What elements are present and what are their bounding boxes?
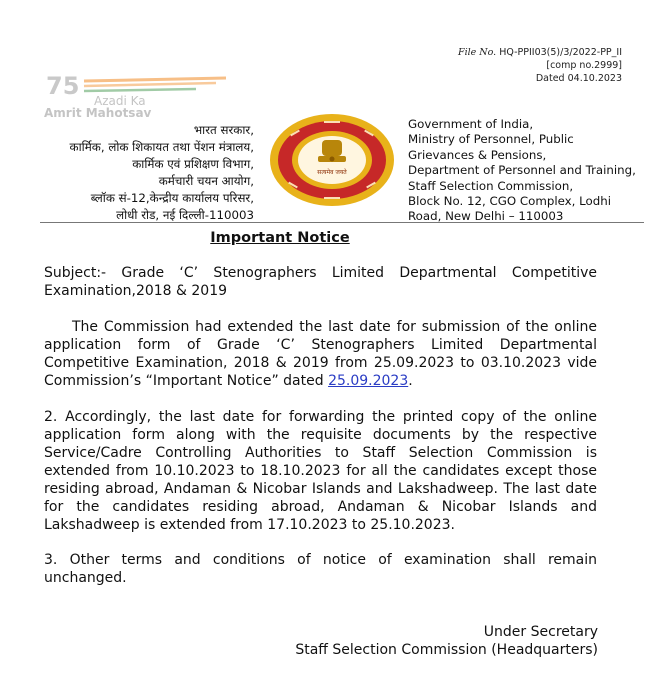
signature-block [295, 623, 598, 659]
logo-line1: Azadi Ka [94, 94, 146, 108]
hindi-line: कार्मिक एवं प्रशिक्षण विभाग, [132, 157, 254, 171]
hindi-line: ब्लॉक सं-12,केन्द्रीय कार्यालय परिसर, [90, 191, 254, 205]
signatory-designation: Under Secretary [483, 624, 598, 640]
hindi-line: लोधी रोड, नई दिल्ली-110003 [116, 208, 254, 222]
comp-number: [comp no.2999] [546, 60, 622, 71]
logo-flag-stripes [84, 78, 226, 91]
hindi-address [70, 122, 254, 224]
paragraph-2: 2. Accordingly, the last date for forwarding the printed copy of the online application form along with the requisite documents by the respective Service/Cadre Controlling Authorities to Staff Selection Commission is extended from 10.10.2023 to 18.10.2023 for all the candidates except those residing abroad, Andaman & Nicobar Islands and Lakshadweep. The last date for the candidates residing abroad, Andaman & Nicobar Islands and Lakshadweep is extended from 17.10.2023 to 25.10.2023. [44, 409, 597, 533]
logo-number: 75 [46, 72, 80, 100]
english-line: Grievances & Pensions, [408, 147, 547, 162]
ashoka-lion-icon [318, 140, 346, 162]
english-line: Ministry of Personnel, Public [408, 132, 574, 147]
azadi-ka-amrit-mahotsav-logo [36, 72, 261, 120]
file-number: HQ-PPII03(5)/3/2022-PP_II [499, 47, 622, 58]
paragraph-1 [44, 318, 597, 390]
english-address [408, 117, 636, 225]
english-line: Government of India, [408, 117, 534, 131]
emblem-motto: सत्यमेव जयते [317, 169, 347, 176]
english-line: Department of Personnel and Training, [408, 163, 636, 178]
file-label: File No. [457, 47, 497, 58]
subject-line: Subject:- Grade ‘C’ Stenographers Limited Departmental Competitive Examination,2018 & 2019 [44, 265, 597, 299]
paragraph-3: 3. Other terms and conditions of notice of examination shall remain unchanged. [44, 552, 597, 586]
hindi-line: भारत सरकार, [193, 123, 254, 137]
dated: Dated 04.10.2023 [535, 73, 622, 84]
signatory-office: Staff Selection Commission (Headquarters) [295, 642, 598, 658]
header-divider [40, 222, 644, 223]
notice-title: Important Notice [210, 230, 350, 246]
paragraph-1-text: The Commission had extended the last date for submission of the online application form of Grade ‘C’ Stenographers Limited Departmental Competitive Examination, 2018 & 2019 from 25.09.2023 to 03.10.2023 vide Commission’s “Important Notice” dated [44, 319, 597, 389]
logo-line2: Amrit Mahotsav [44, 106, 152, 120]
hindi-line: कार्मिक, लोक शिकायत तथा पेंशन मंत्रालय, [69, 140, 254, 154]
paragraph-1-end: . [408, 373, 413, 389]
english-line: Staff Selection Commission, [408, 178, 574, 193]
english-line: Road, New Delhi – 110003 [408, 209, 564, 224]
ssc-emblem [266, 112, 398, 208]
notice-date-link[interactable]: 25.09.2023 [328, 373, 409, 389]
file-number-line [458, 46, 622, 59]
english-line: Block No. 12, CGO Complex, Lodhi [408, 194, 611, 209]
hindi-line: कर्मचारी चयन आयोग, [158, 174, 254, 188]
file-reference-block [458, 46, 622, 85]
